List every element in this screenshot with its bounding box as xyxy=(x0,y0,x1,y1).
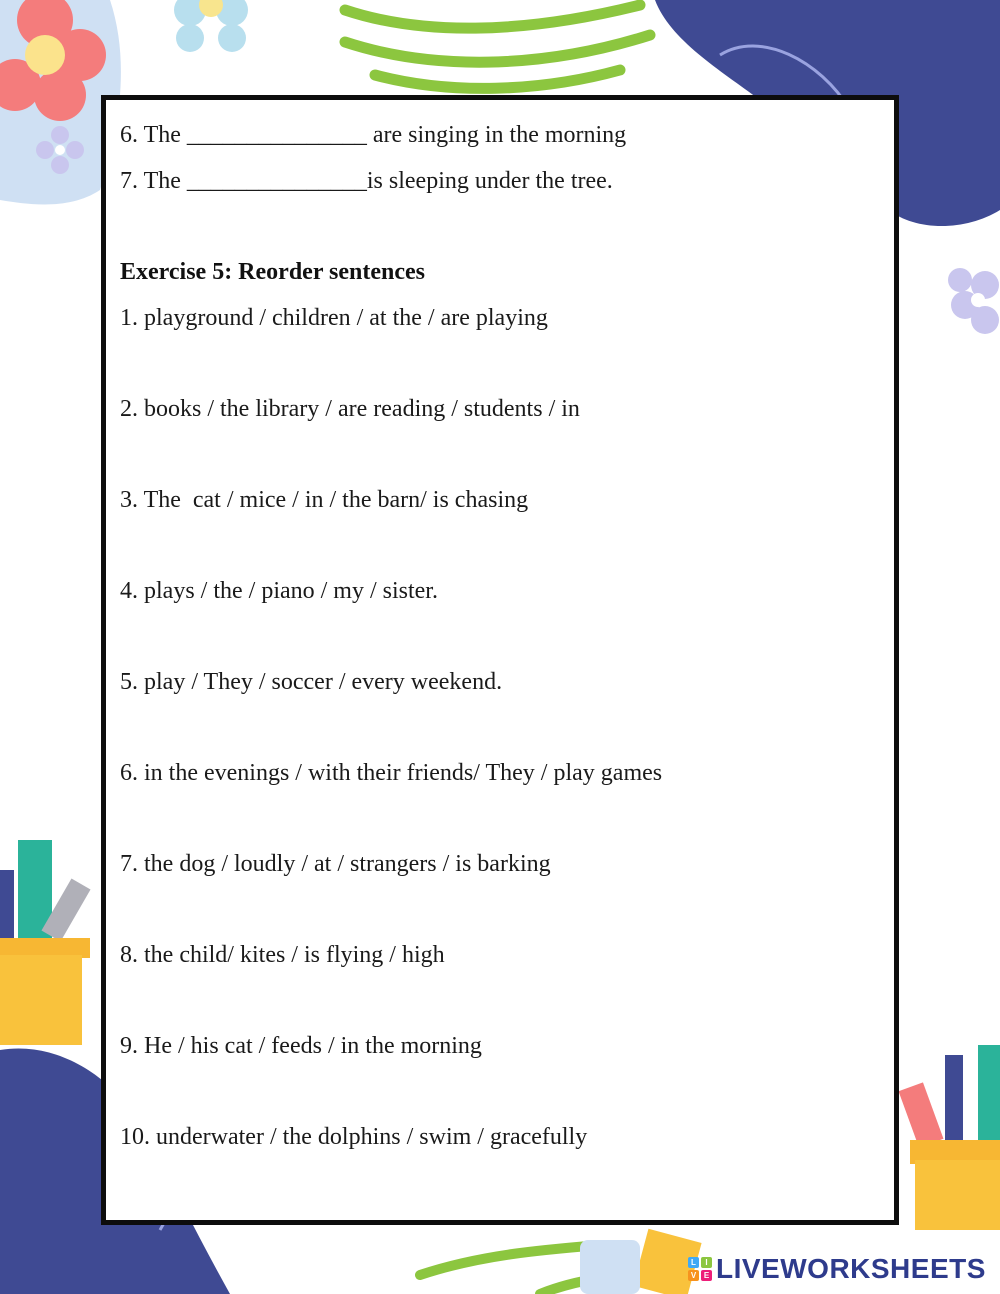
reorder-item-4: 4. plays / the / piano / my / sister. xyxy=(120,578,438,604)
fill-blank-item-6: 6. The _______________ are singing in the morning xyxy=(120,122,627,148)
logo-tile-e: E xyxy=(701,1270,712,1281)
exercise-heading: Exercise 5: Reorder sentences xyxy=(120,259,426,285)
reorder-item-9: 9. He / his cat / feeds / in the morning xyxy=(120,1033,482,1059)
green-stripes-top xyxy=(345,5,650,88)
reorder-item-10: 10. underwater / the dolphins / swim / gracefully xyxy=(120,1124,588,1150)
pencil-cup-right-icon xyxy=(899,1045,1000,1230)
fill-blank-item-7: 7. The _______________is sleeping under the tree. xyxy=(120,168,613,194)
reorder-item-2: 2. books / the library / are reading / students / in xyxy=(120,396,580,422)
logo-tile-i: I xyxy=(701,1257,712,1268)
logo-tile-v: V xyxy=(688,1270,699,1281)
reorder-item-3: 3. The cat / mice / in / the barn/ is chasing xyxy=(120,487,529,513)
worksheet-frame xyxy=(101,95,899,1225)
blue-flower-icon xyxy=(174,0,248,52)
logo-tile-icon xyxy=(688,1257,712,1281)
reorder-item-6: 6. in the evenings / with their friends/ They / play games xyxy=(120,760,663,786)
reorder-item-5: 5. play / They / soccer / every weekend. xyxy=(120,669,503,695)
logo-tile-l: L xyxy=(688,1257,699,1268)
reorder-item-8: 8. the child/ kites / is flying / high xyxy=(120,942,445,968)
liveworksheets-logo xyxy=(688,1252,986,1286)
reorder-item-1: 1. playground / children / at the / are playing xyxy=(120,305,548,331)
lavender-flower-right-icon xyxy=(948,268,999,334)
logo-text: LIVEWORKSHEETS xyxy=(716,1253,986,1284)
pencil-cup-left-icon xyxy=(0,840,91,1045)
reorder-item-7: 7. the dog / loudly / at / strangers / is barking xyxy=(120,851,551,877)
